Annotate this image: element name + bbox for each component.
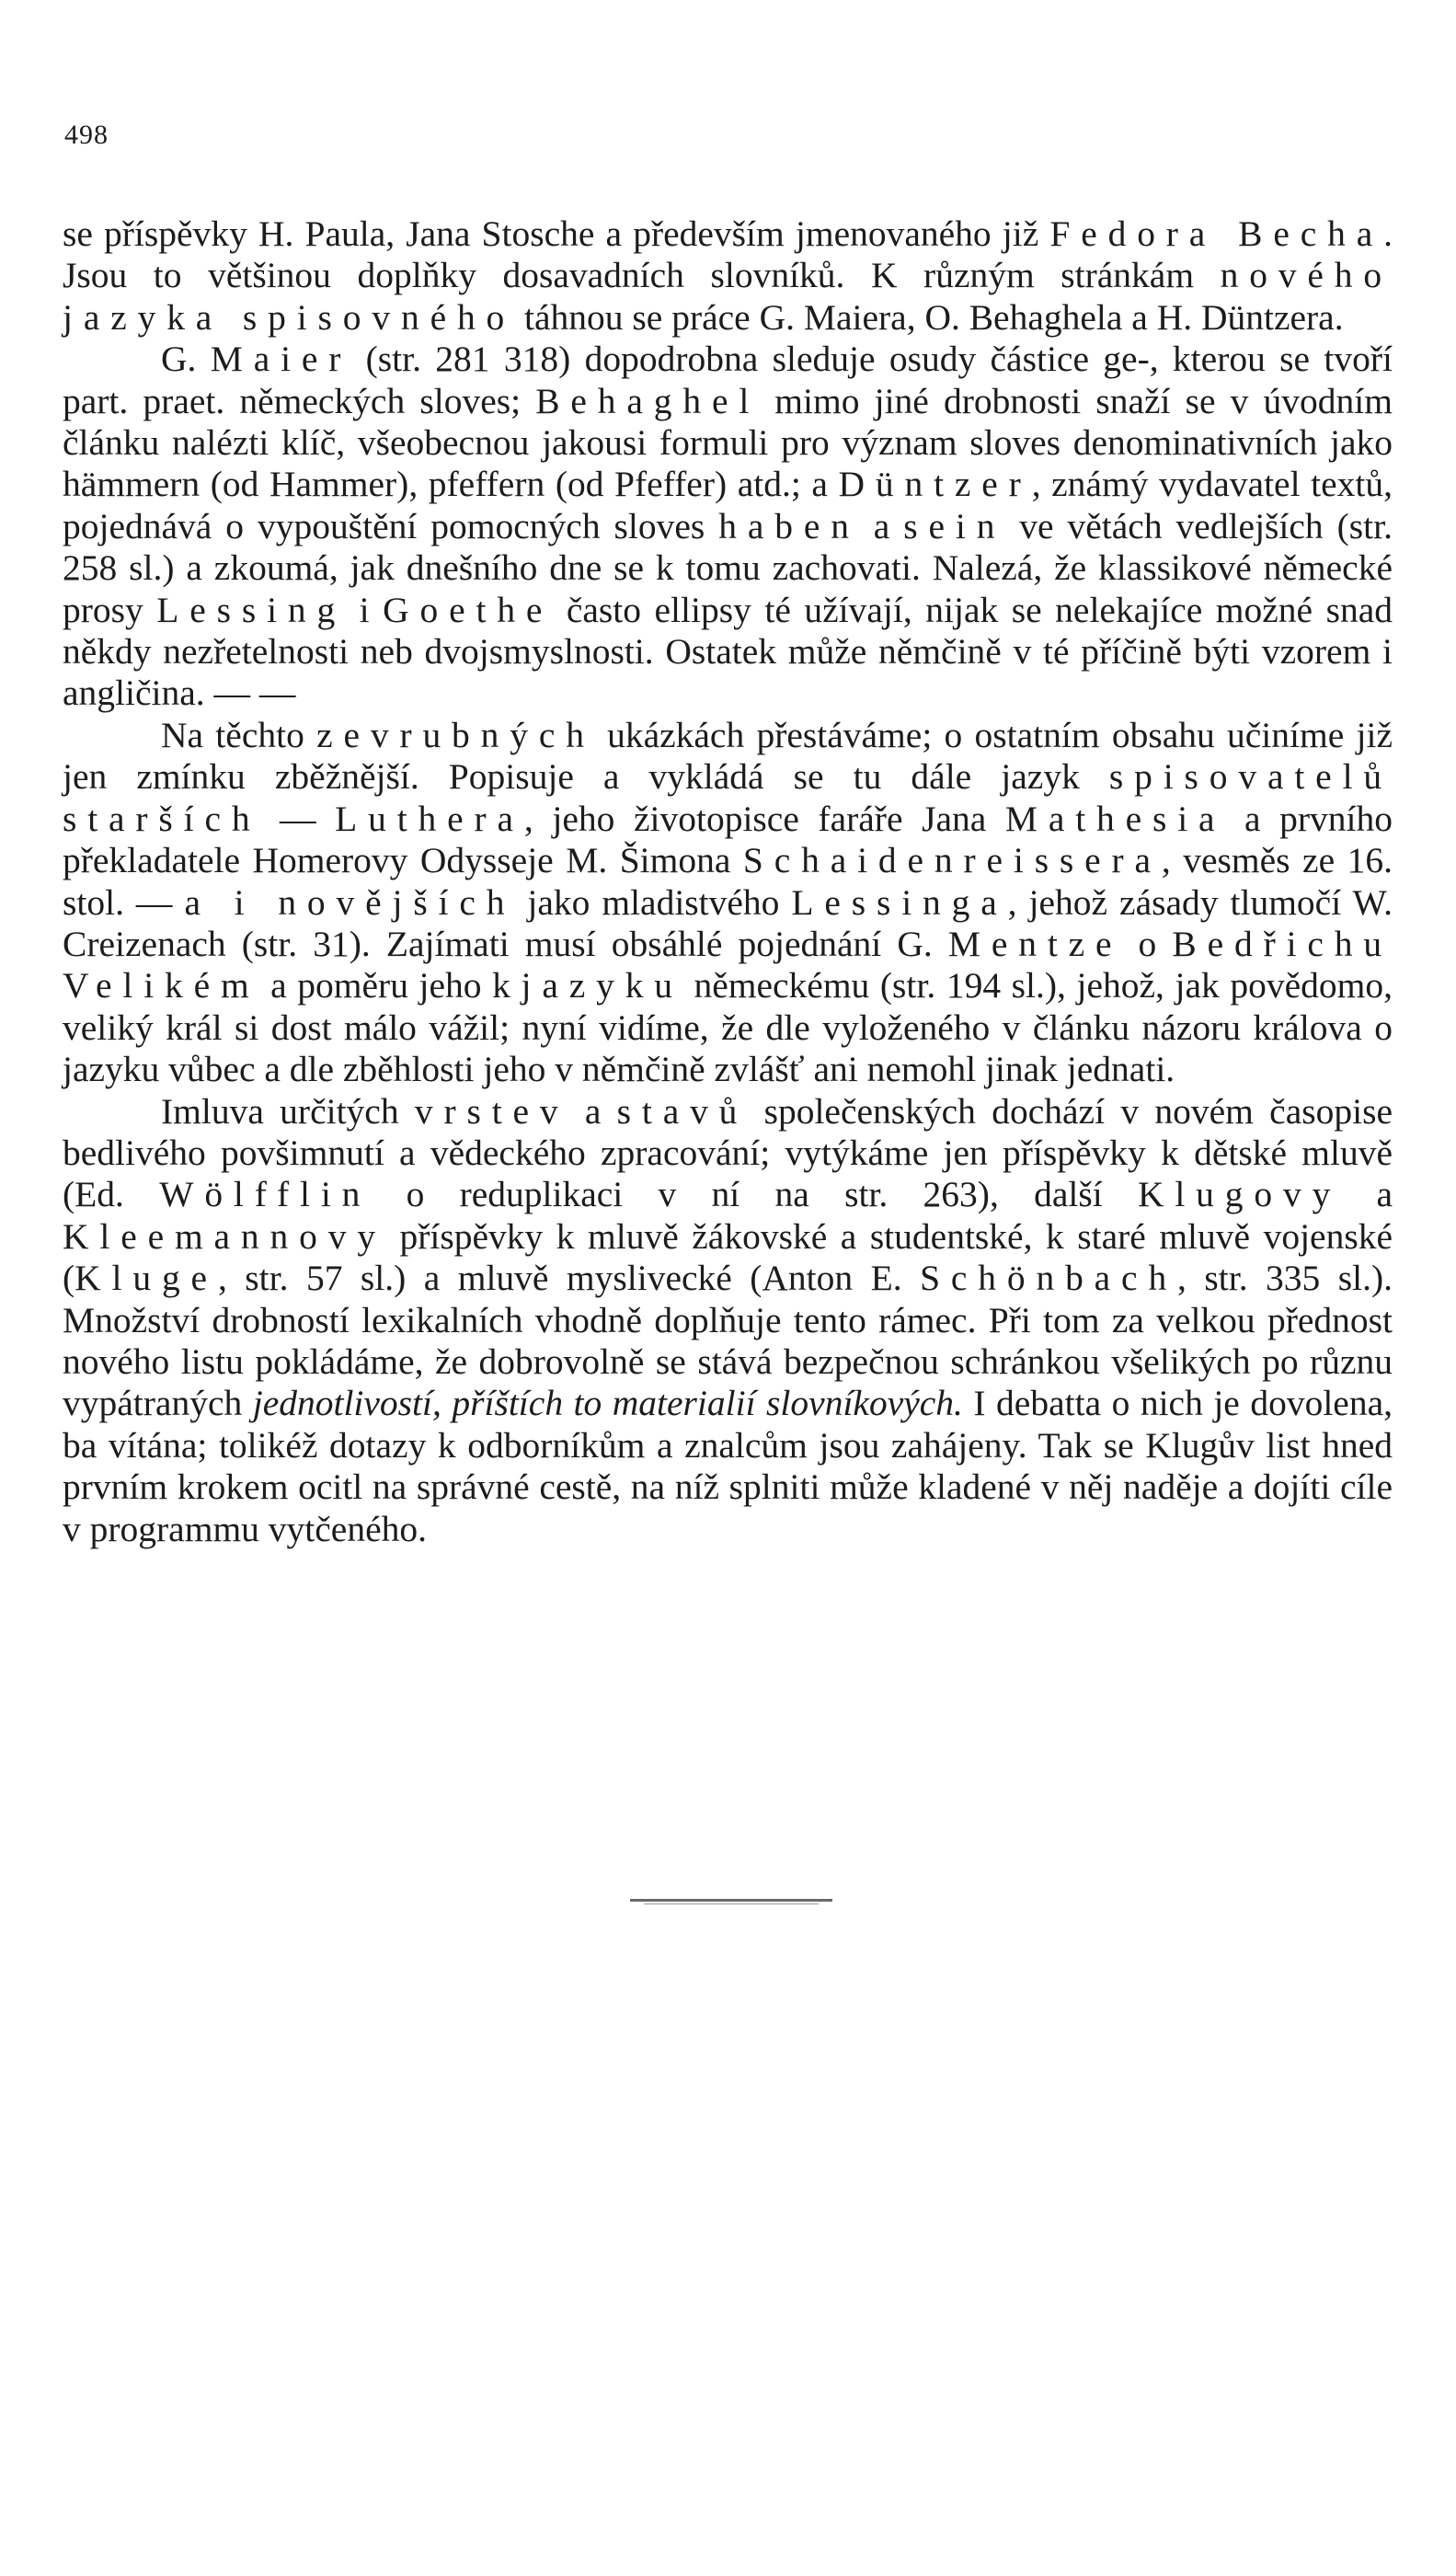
italic-emphasis: jednotlivostí, příštích to materialií slovníkových. [252, 1383, 963, 1424]
body-text [63, 213, 1393, 1550]
spaced-emphasis: a i novějších [184, 881, 516, 923]
text-run: se příspěvky H. Paula, Jana Stosche a především jmenovaného již [63, 213, 1050, 254]
text-run: , str. 57 sl.) a mluvě myslivecké (Anton E. [217, 1258, 921, 1299]
text-run: a [859, 505, 904, 546]
spaced-emphasis: Kluge [75, 1258, 218, 1299]
spaced-emphasis: Lessing [156, 589, 347, 630]
spaced-emphasis: Wölfflin [159, 1174, 372, 1215]
text-run: i [346, 589, 384, 630]
text-run: společenských dochází v novém časopise bedlivého povšimnutí a vědeckého zpracování; vytýkáme jen příspěvky k dětské mluvě (Ed. [63, 1090, 1393, 1215]
text-run: o [1122, 923, 1173, 964]
text-run: táhnou se práce G. Maiera, O. Behaghela a H. Düntzera. [515, 296, 1344, 338]
text-run: — [260, 798, 336, 839]
text-run: Imluva určitých [161, 1090, 415, 1132]
spaced-emphasis: Kleemannovy [63, 1215, 386, 1257]
end-rule-thin [644, 1903, 819, 1904]
text-run: ve větách vedlejších (str. 258 sl.) a zkoumá, jak dnešního dne se k tomu zachovati. Nalezá, že klassikové německé prosy [63, 505, 1393, 630]
spaced-emphasis: spisovatelů starších [63, 756, 1393, 839]
paragraph-4 [63, 1091, 1393, 1550]
spaced-emphasis: zevrubných [316, 714, 595, 755]
spaced-emphasis: haben [718, 505, 860, 546]
text-run: mimo jiné drobnosti snaží se v úvodním článku nalézti klíč, všeobecnou jakousi formuli pro význam sloves denominativních jako hämmern (od Hammer), pfeffern (od Pfeffer) atd.; a [63, 380, 1393, 505]
text-run: a prvního překladatele Homerovy Odysseje M. Šimona [63, 798, 1393, 881]
page-number: 498 [64, 120, 109, 150]
spaced-emphasis: Mentze [947, 923, 1123, 964]
text-run: , známý vydavatel textů, pojednává o vypouštění pomocných sloves [63, 464, 1393, 546]
spaced-emphasis: stavů [616, 1090, 749, 1132]
paragraph-2 [63, 339, 1393, 715]
text-run: , jeho životopisce faráře Jana [523, 798, 1005, 839]
text-run: často ellipsy té užívají, nijak se nelekajíce možné snad někdy nezřetelnosti neb dvojsmyslnosti. Ostatek může němčině v té příčině býti vzorem i angličina. — — [63, 589, 1393, 714]
spaced-emphasis: Schönbach [920, 1258, 1178, 1299]
spaced-emphasis: Mathesia [1004, 798, 1226, 839]
spaced-emphasis: nového jazyka spisovného [63, 255, 1393, 338]
spaced-emphasis: Schaidenreissera [742, 840, 1162, 881]
spaced-emphasis: Düntzer [838, 464, 1032, 505]
spaced-emphasis: Luthera [335, 798, 524, 839]
text-run: , str. 335 sl.). Množství drobností lexikalních vhodně doplňuje tento rámec. Při tom za velkou přednost nového listu pokládáme, že dobrovolně se stává bezpečnou schránkou všelikých po různu vypátraných [63, 1258, 1393, 1424]
text-run: (str. 281 318) dopodrobna sleduje osudy částice ge-, kterou se tvoří part. praet. německých sloves; [63, 339, 1393, 421]
spaced-emphasis: jazyku [521, 965, 683, 1006]
spaced-emphasis: Bedřichu Velikém [63, 923, 1393, 1006]
text-run: o reduplikaci v ní na str. 263), další [371, 1174, 1138, 1215]
text-run: a [568, 1090, 617, 1132]
end-rule [630, 1899, 832, 1902]
spaced-emphasis: Maier [210, 339, 352, 380]
text-run: německému (str. 194 sl.), jehož, jak povědomo, veliký král si dost málo vážil; nyní vidíme, že dle vyloženého v článku názoru králova o jazyku vůbec a dle zběhlosti jeho v němčině zvlášť ani nemohl jinak jednati. [63, 965, 1393, 1090]
text-run: a poměru jeho k [259, 965, 522, 1006]
spaced-emphasis: Goethe [383, 589, 554, 630]
spaced-emphasis: Lessinga [791, 881, 1008, 923]
text-run: ukázkách přestáváme; o ostatním obsahu učiníme již jen zmínku zběžnější. Popisuje a vykládá se tu dále jazyk [63, 714, 1393, 798]
text-run: , vesměs ze 16. stol. — [63, 840, 1393, 923]
paragraph-3 [63, 715, 1393, 1091]
spaced-emphasis: vrstev [414, 1090, 569, 1132]
spaced-emphasis: sein [903, 505, 1006, 546]
text-run: příspěvky k mluvě žákovské a studentské, k staré mluvě vojenské ( [63, 1215, 1393, 1299]
text-run: jako mladistvého [515, 881, 792, 923]
spaced-emphasis: Klugovy [1137, 1174, 1342, 1215]
text-run: G. [161, 339, 211, 380]
paragraph-1 [63, 213, 1393, 339]
spaced-emphasis: Behaghel [535, 380, 761, 421]
text-run: , jehož zásady tlumočí W. Creizenach (str. 31). Zajímati musí obsáhlé pojednání G. [63, 881, 1393, 964]
text-run: I debatta o nich je dovolena, ba vítána; tolikéž dotazy k odborníkům a znalcům jsou zahájeny. Tak se Klugův list hned prvním krokem ocitl na správné cestě, na níž splniti může kladené v něj naděje a dojíti cíle v programmu vytčeného. [63, 1383, 1393, 1549]
spaced-emphasis: Fedora Becha [1049, 213, 1384, 254]
text-run: a [1341, 1174, 1393, 1215]
text-run: Na těchto [161, 714, 317, 755]
text-run: . Jsou to většinou doplňky dosavadních slovníků. K různým stránkám [63, 213, 1393, 296]
